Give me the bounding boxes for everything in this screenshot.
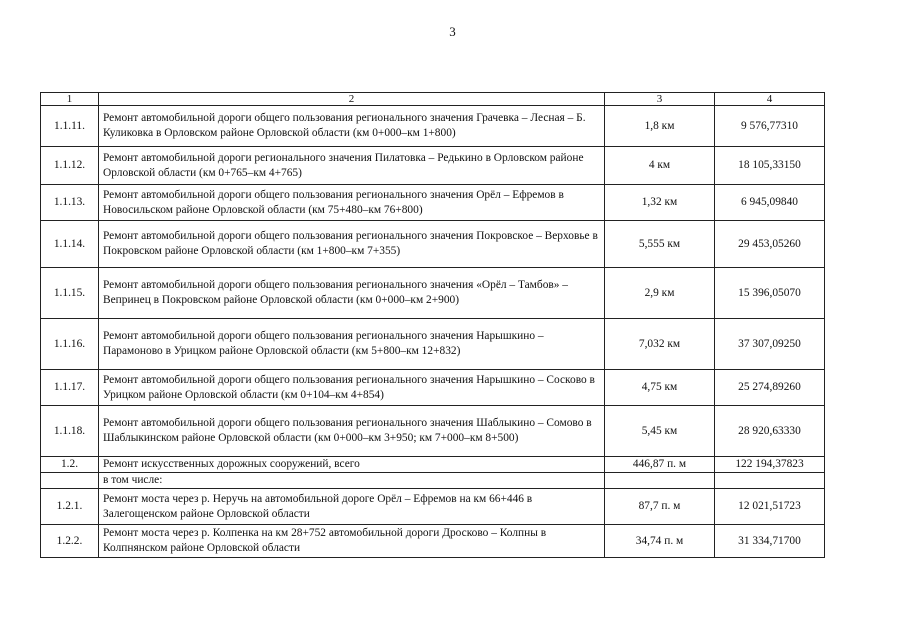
row-sum: 9 576,77310 (715, 106, 825, 147)
table-row (41, 185, 825, 221)
row-sum: 122 194,37823 (715, 457, 825, 473)
row-sum: 6 945,09840 (715, 185, 825, 221)
row-length: 87,7 п. м (605, 489, 715, 525)
row-name: Ремонт автомобильной дороги общего пользования регионального значения Нарышкино – Парамоново в Урицком районе Орловской области (км 5+800–км 12+832) (99, 319, 605, 370)
row-number: 1.2.2. (41, 525, 99, 558)
row-length: 5,555 км (605, 221, 715, 268)
row-sum (715, 473, 825, 489)
road-repair-table (40, 92, 825, 558)
row-sum: 37 307,09250 (715, 319, 825, 370)
row-name: Ремонт автомобильной дороги регионального значения Пилатовка – Редькино в Орловском районе Орловской области (км 0+765–км 4+765) (99, 147, 605, 185)
row-number: 1.1.14. (41, 221, 99, 268)
header-col-1: 1 (41, 93, 99, 106)
row-sum: 31 334,71700 (715, 525, 825, 558)
row-name: Ремонт автомобильной дороги общего пользования регионального значения Грачевка – Лесная – Б. Куликовка в Орловском районе Орловской области (км 0+000–км 1+800) (99, 106, 605, 147)
table-row (41, 268, 825, 319)
row-sum: 25 274,89260 (715, 370, 825, 406)
row-name: Ремонт моста через р. Колпенка на км 28+752 автомобильной дороги Дросково – Колпны в Колпнянском районе Орловской области (99, 525, 605, 558)
row-name: Ремонт искусственных дорожных сооружений, всего (99, 457, 605, 473)
row-length (605, 473, 715, 489)
table-row (41, 457, 825, 473)
row-sum: 29 453,05260 (715, 221, 825, 268)
table-row (41, 473, 825, 489)
row-name: Ремонт автомобильной дороги общего пользования регионального значения «Орёл – Тамбов» – Вепринец в Покровском районе Орловской области (км 0+000–км 2+900) (99, 268, 605, 319)
header-col-2: 2 (99, 93, 605, 106)
row-number: 1.1.17. (41, 370, 99, 406)
row-name: Ремонт моста через р. Неручь на автомобильной дороге Орёл – Ефремов на км 66+446 в Залегощенском районе Орловской области (99, 489, 605, 525)
table-row (41, 319, 825, 370)
table-row (41, 106, 825, 147)
row-length: 5,45 км (605, 406, 715, 457)
row-sum: 15 396,05070 (715, 268, 825, 319)
row-number: 1.1.15. (41, 268, 99, 319)
row-length: 4 км (605, 147, 715, 185)
row-length: 34,74 п. м (605, 525, 715, 558)
row-name: Ремонт автомобильной дороги общего пользования регионального значения Нарышкино – Сосково в Урицком районе Орловской области (км 0+104–км 4+854) (99, 370, 605, 406)
row-length: 446,87 п. м (605, 457, 715, 473)
row-number: 1.1.13. (41, 185, 99, 221)
page-number: 3 (449, 24, 456, 39)
row-number (41, 473, 99, 489)
row-length: 2,9 км (605, 268, 715, 319)
row-number: 1.1.12. (41, 147, 99, 185)
header-col-3: 3 (605, 93, 715, 106)
table-row (41, 406, 825, 457)
table-row (41, 370, 825, 406)
table-row (41, 147, 825, 185)
row-length: 4,75 км (605, 370, 715, 406)
row-number: 1.2.1. (41, 489, 99, 525)
table-row (41, 489, 825, 525)
row-number: 1.2. (41, 457, 99, 473)
row-length: 1,8 км (605, 106, 715, 147)
table-header-row (41, 93, 825, 106)
table-row (41, 525, 825, 558)
row-name: Ремонт автомобильной дороги общего пользования регионального значения Покровское – Верховье в Покровском районе Орловской области (км 1+800–км 7+355) (99, 221, 605, 268)
row-number: 1.1.16. (41, 319, 99, 370)
row-sum: 28 920,63330 (715, 406, 825, 457)
row-sum: 18 105,33150 (715, 147, 825, 185)
row-length: 7,032 км (605, 319, 715, 370)
row-name: Ремонт автомобильной дороги общего пользования регионального значения Орёл – Ефремов в Новосильском районе Орловской области (км 75+480–км 76+800) (99, 185, 605, 221)
header-col-4: 4 (715, 93, 825, 106)
row-number: 1.1.11. (41, 106, 99, 147)
row-name: в том числе: (99, 473, 605, 489)
table-row (41, 221, 825, 268)
row-number: 1.1.18. (41, 406, 99, 457)
row-length: 1,32 км (605, 185, 715, 221)
row-sum: 12 021,51723 (715, 489, 825, 525)
row-name: Ремонт автомобильной дороги общего пользования регионального значения Шаблыкино – Сомово в Шаблыкинском районе Орловской области (км 0+000–км 3+950; км 7+000–км 8+500) (99, 406, 605, 457)
